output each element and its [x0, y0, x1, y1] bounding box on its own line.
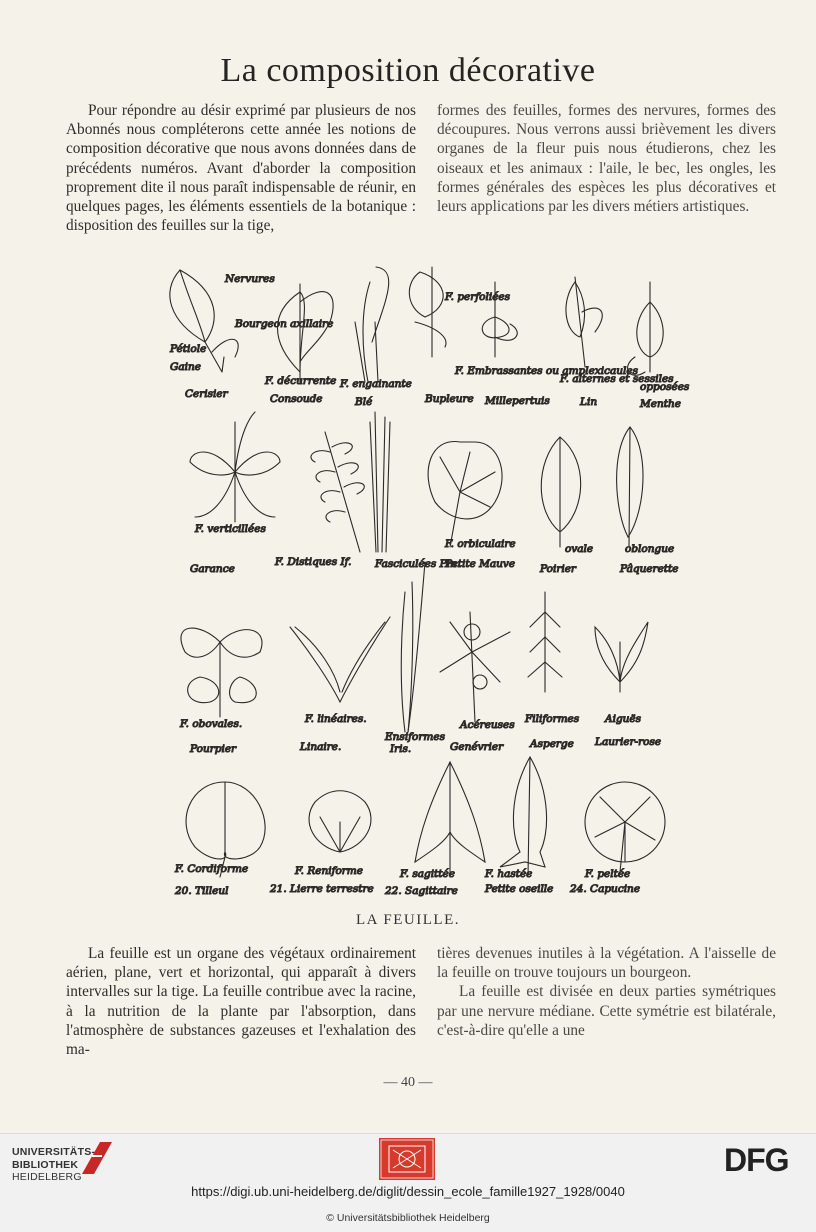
leaf-drawing-poirier — [541, 437, 580, 547]
leaf-drawing-menthe — [628, 282, 664, 375]
label-bupleure: Bupleure — [425, 393, 474, 405]
leaf-drawing-pin — [370, 412, 390, 552]
label-ble: Blé — [355, 396, 373, 408]
label-tilleul: 20. Tilleul — [175, 885, 229, 897]
label-poirier: Poirier — [540, 563, 576, 575]
label-nervures: Nervures — [225, 273, 275, 285]
label-ensiformes: Ensiformes — [385, 731, 445, 743]
label-aceureuses: Acéreuses — [460, 719, 515, 731]
label-orbiculaire: F. orbiculaire — [445, 538, 516, 550]
intro-left-column — [66, 101, 416, 235]
epistemes-logo[interactable] — [379, 1138, 435, 1180]
leaf-drawing-oseille — [500, 757, 547, 877]
leaf-drawing-if — [311, 432, 364, 552]
intro-paragraph-right: formes des feuilles, formes des nervures, formes des découpures. Nous verrons aussi brièvement les divers organes de la fleur puis nous étudierons, chez les oiseaux et les animaux : l'aile, le bec, les ongles, les formes générales des espèces les plus décoratives et leurs applications par les divers métiers artistiques. — [437, 102, 776, 216]
label-linaire: Linaire. — [300, 741, 342, 753]
intro-right-column — [437, 101, 776, 216]
label-genevrier: Genévrier — [450, 741, 504, 753]
label-obovales: F. obovales. — [180, 718, 243, 730]
label-hastee: F. hastée — [485, 868, 533, 880]
leaf-drawing-mauve — [428, 442, 502, 547]
label-embrassantes: F. Embrassantes ou amplexicaules — [455, 365, 638, 377]
body-paragraph-left: La feuille est un organe des végétaux ordinairement aérien, plane, vert et horizontal, qui apparaît à divers intervalles sur la tige. La feuille contribue avec la racine, à la nutrition de la plante par l'absorption, dans l'atmosphère de substances gazeuses et l'exhalation des ma- — [66, 945, 416, 1059]
leaf-drawing-ble — [355, 267, 389, 382]
label-menthe: Menthe — [640, 398, 681, 410]
label-perfoliees: F. perfoliées — [445, 291, 511, 303]
library-line-2: BIBLIOTHEK — [12, 1158, 79, 1171]
leaf-drawing-garance — [190, 412, 280, 522]
body-paragraph-right-2: La feuille est divisée en deux parties symétriques par une nervure médiane. Cette symétrie est bilatérale, c'est-à-dire qu'elle a une — [437, 983, 776, 1039]
page-title: La composition décorative — [220, 52, 596, 89]
label-consoude: Consoude — [270, 393, 323, 405]
label-pourpier: Pourpier — [190, 743, 237, 755]
leaf-plate-illustration — [150, 262, 690, 907]
label-cerisier: Cerisier — [185, 388, 228, 400]
label-asperge: Asperge — [530, 738, 574, 750]
label-decurrente: F. décurrente — [265, 375, 337, 387]
dfg-logo[interactable]: DFG — [724, 1142, 789, 1178]
label-reniforme: F. Reniforme — [295, 865, 363, 877]
leaf-drawing-capucine — [585, 782, 665, 872]
intro-paragraph-left: Pour répondre au désir exprimé par plusieurs de nos Abonnés nous compléterons cette année les notions de composition décorative que nous avons données dans de précédents numéros. Avant d'aborder la composition proprement dite il nous paraît indispensable de réunir, en quelques pages, les éléments essentiels de la botanique : disposition des feuilles sur la tige, — [66, 102, 416, 235]
label-peltee: F. peltée — [585, 868, 631, 880]
body-left-column — [66, 944, 416, 1059]
leaf-drawing-iris — [401, 562, 425, 732]
copyright-notice: © Universitätsbibliothek Heidelberg — [326, 1212, 490, 1224]
label-iris: Iris. — [390, 743, 412, 755]
leaf-drawing-laurier — [595, 622, 648, 692]
label-sagittaire: 22. Sagittaire — [385, 885, 458, 897]
label-opposees: opposées — [640, 381, 690, 393]
leaf-drawing-lierre — [309, 791, 371, 852]
leaf-drawing-sagittaire — [415, 762, 485, 877]
label-verticillees: F. verticillées — [195, 523, 266, 535]
label-millepertuis: Millepertuis — [485, 395, 550, 407]
label-bourgeon: Bourgeon axillaire — [235, 318, 334, 330]
label-engainante: F. engainante — [340, 378, 412, 390]
leaf-drawing-consoude — [278, 284, 334, 382]
leaf-drawing-cerisier — [170, 270, 238, 372]
label-laurier: Laurier-rose — [595, 736, 662, 748]
leaf-drawing-bupleure — [409, 267, 446, 357]
label-sagittee: F. sagittée — [400, 868, 455, 880]
label-oseille: Petite oseille — [485, 883, 554, 895]
label-alternes: F. alternes et sessiles — [560, 373, 674, 385]
label-cordiforme: F. Cordiforme — [175, 863, 249, 875]
library-line-3: HEIDELBERG — [12, 1171, 82, 1183]
label-ovale: ovale — [565, 543, 594, 555]
label-aigues: Aiguës — [605, 713, 642, 725]
label-oblongue: oblongue — [625, 543, 675, 555]
label-lin: Lin — [580, 396, 598, 408]
label-capucine: 24. Capucine — [570, 883, 641, 895]
leaf-drawing-paquerette — [617, 427, 643, 547]
label-petiole: Pétiole — [170, 343, 207, 355]
label-paquerette: Pâquerette — [620, 563, 679, 575]
library-mark-icon — [80, 1136, 114, 1176]
leaf-drawing-genevrier — [440, 612, 510, 722]
label-distiques: F. Distiques If. — [275, 556, 352, 568]
body-right-column — [437, 944, 776, 1040]
epistemes-emblem-icon — [379, 1138, 435, 1180]
leaf-drawing-pourpier — [181, 628, 262, 717]
leaf-drawing-asperge — [528, 592, 562, 692]
label-fasciculees: Fasciculées Pin. — [375, 558, 461, 570]
page-number: — 40 — — [383, 1075, 433, 1090]
body-paragraph-right-1: tières devenues inutiles à la végétation. A l'aisselle de la feuille on trouve toujours un bourgeon. — [437, 945, 776, 982]
label-gaine: Gaine — [170, 361, 201, 373]
label-garance: Garance — [190, 563, 235, 575]
library-line-1: UNIVERSITÄTS- — [12, 1146, 96, 1158]
viewer-footer — [0, 1133, 816, 1232]
page-url[interactable]: https://digi.ub.uni-heidelberg.de/diglit/dessin_ecole_famille1927_1928/0040 — [191, 1184, 625, 1199]
label-filiformes: Filiformes — [525, 713, 580, 725]
figure-caption: LA FEUILLE. — [356, 912, 460, 928]
leaf-drawing-linaire — [290, 617, 390, 702]
leaf-drawing-lin — [566, 277, 602, 367]
label-lineaires: F. linéaires. — [305, 713, 367, 725]
label-lierre: 21. Lierre terrestre — [270, 883, 374, 895]
label-mauve: Petite Mauve — [445, 558, 516, 570]
